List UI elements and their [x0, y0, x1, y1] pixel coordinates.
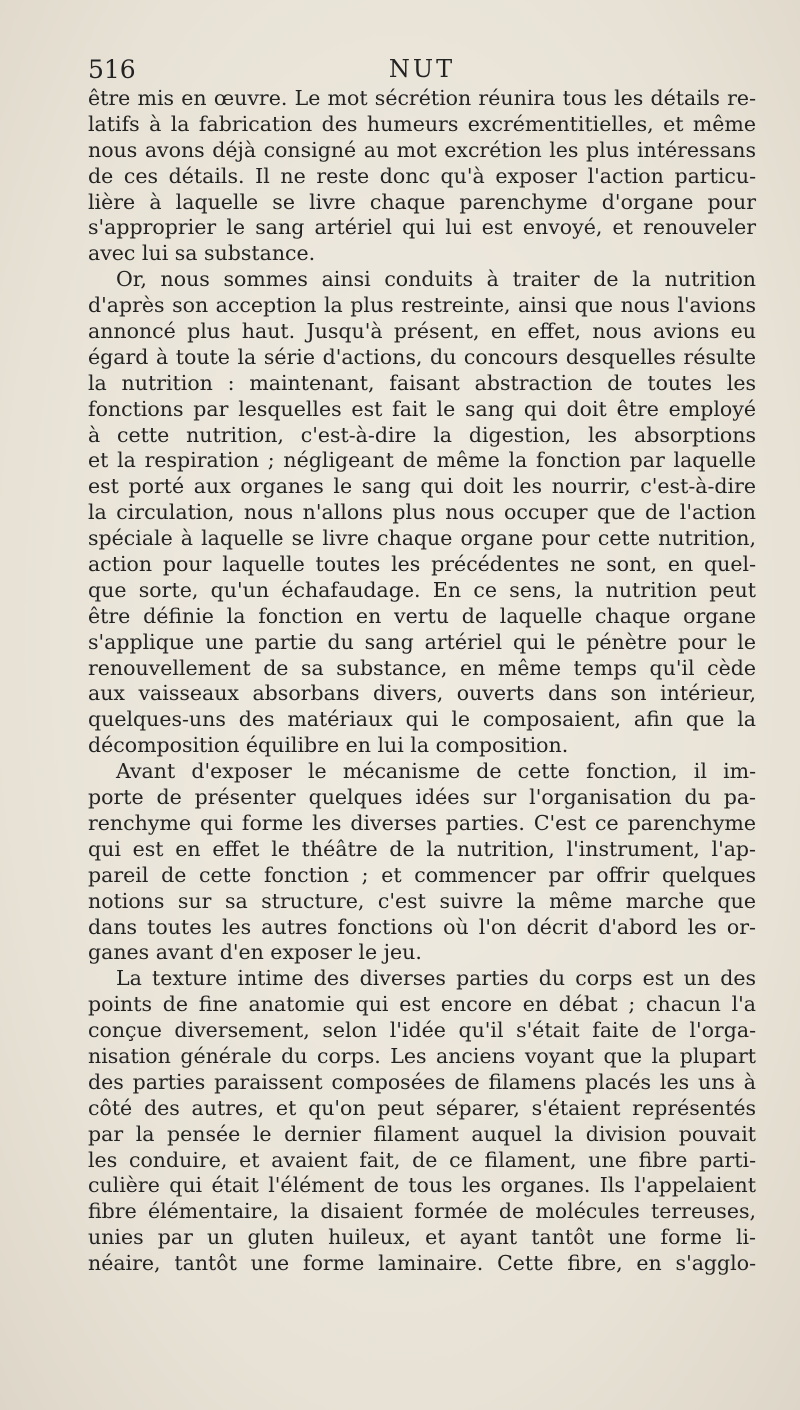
page-header — [88, 55, 756, 89]
text-line: spéciale à laquelle se livre chaque organe pour cette nutrition, — [88, 526, 756, 551]
text-line: fibre élémentaire, la disaient formée de molécules terreuses, — [88, 1199, 756, 1224]
text-line: d'après son acception la plus restreinte, ainsi que nous l'avions — [88, 293, 756, 318]
text-line: à cette nutrition, c'est-à-dire la digestion, les absorptions — [88, 422, 756, 447]
text-line: la circulation, nous n'allons plus nous occuper que de l'action — [88, 500, 756, 525]
text-line: côté des autres, et qu'on peut séparer, s'étaient représentés — [88, 1095, 756, 1120]
text-line: néaire, tantôt une forme laminaire. Cette fibre, en s'agglo- — [88, 1251, 756, 1276]
text-line: s'approprier le sang artériel qui lui est envoyé, et renouveler — [88, 215, 756, 240]
text-line: par la pensée le dernier filament auquel la division pouvait — [88, 1121, 756, 1146]
text-line: latifs à la fabrication des humeurs excrémentitielles, et même — [88, 111, 756, 136]
text-line: annoncé plus haut. Jusqu'à présent, en effet, nous avions eu — [88, 319, 756, 344]
text-line: porte de présenter quelques idées sur l'organisation du pa- — [88, 785, 756, 810]
text-line: dans toutes les autres fonctions où l'on décrit d'abord les or- — [88, 914, 756, 939]
text-line: conçue diversement, selon l'idée qu'il s'était faite de l'orga- — [88, 1018, 756, 1043]
text-line: la nutrition : maintenant, faisant abstraction de toutes les — [88, 370, 756, 395]
text-line: pareil de cette fonction ; et commencer par offrir quelques — [88, 862, 756, 887]
text-line: Avant d'exposer le mécanisme de cette fonction, il im- — [116, 759, 756, 784]
text-line: lière à laquelle se livre chaque parenchyme d'organe pour — [88, 189, 756, 214]
text-line: Or, nous sommes ainsi conduits à traiter de la nutrition — [116, 267, 756, 292]
paragraph — [88, 966, 756, 1277]
text-line: renouvellement de sa substance, en même temps qu'il cède — [88, 655, 756, 680]
text-line: aux vaisseaux absorbans divers, ouverts dans son intérieur, — [88, 681, 756, 706]
text-line: est porté aux organes le sang qui doit les nourrir, c'est-à-dire — [88, 474, 756, 499]
text-line: qui est en effet le théâtre de la nutrition, l'instrument, l'ap- — [88, 836, 756, 861]
body-text — [88, 86, 756, 1277]
text-line: s'applique une partie du sang artériel qui le pénètre pour le — [88, 629, 756, 654]
text-line: nisation générale du corps. Les anciens voyant que la plupart — [88, 1043, 756, 1068]
text-line: La texture intime des diverses parties du corps est un des — [116, 966, 756, 991]
text-line: quelques-uns des matériaux qui le composaient, afin que la — [88, 707, 756, 732]
text-line: décomposition équilibre en lui la composition. — [88, 733, 569, 758]
text-line: points de fine anatomie qui est encore en débat ; chacun l'a — [88, 992, 756, 1017]
text-line: action pour laquelle toutes les précédentes ne sont, en quel- — [88, 552, 756, 577]
text-line: et la respiration ; négligeant de même la fonction par laquelle — [88, 448, 756, 473]
text-line: notions sur sa structure, c'est suivre la même marche que — [88, 888, 756, 913]
text-line: être définie la fonction en vertu de laquelle chaque organe — [88, 603, 756, 628]
paragraph — [88, 86, 756, 267]
text-line: que sorte, qu'un échafaudage. En ce sens, la nutrition peut — [88, 577, 756, 602]
text-line: des parties paraissent composées de filamens placés les uns à — [88, 1069, 756, 1094]
text-line: culière qui était l'élément de tous les organes. Ils l'appelaient — [88, 1173, 756, 1198]
running-head: NUT — [388, 55, 456, 83]
text-line: nous avons déjà consigné au mot excrétion les plus intéressans — [88, 137, 756, 162]
page-number: 516 — [88, 55, 136, 84]
text-line: avec lui sa substance. — [88, 241, 316, 266]
text-line: les conduire, et avaient fait, de ce filament, une fibre parti- — [88, 1147, 756, 1172]
text-line: fonctions par lesquelles est fait le sang qui doit être employé — [88, 396, 756, 421]
text-line: égard à toute la série d'actions, du concours desquelles résulte — [88, 344, 756, 369]
paragraph — [88, 267, 756, 759]
paragraph — [88, 759, 756, 966]
text-line: ganes avant d'en exposer le jeu. — [88, 940, 422, 965]
text-line: unies par un gluten huileux, et ayant tantôt une forme li- — [88, 1225, 756, 1250]
text-line: renchyme qui forme les diverses parties. C'est ce parenchyme — [88, 810, 756, 835]
text-line: être mis en œuvre. Le mot sécrétion réunira tous les détails re- — [88, 86, 756, 110]
text-line: de ces détails. Il ne reste donc qu'à exposer l'action particu- — [88, 163, 756, 188]
